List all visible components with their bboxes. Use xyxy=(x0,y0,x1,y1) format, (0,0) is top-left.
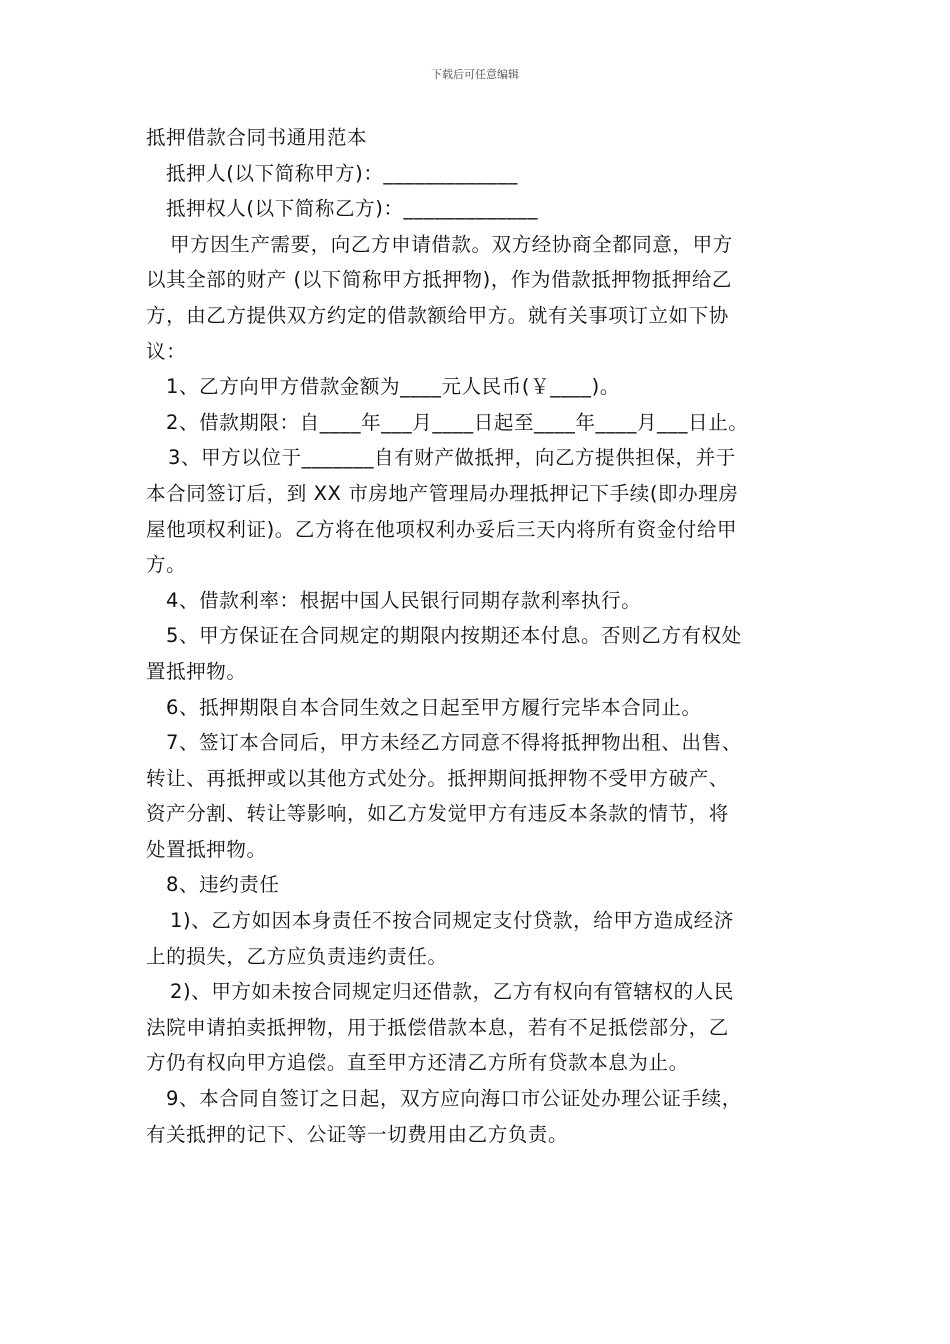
text-line: 5、甲方保证在合同规定的期限内按期还本付息。否则乙方有权处 xyxy=(166,624,742,648)
text-line: 置抵押物。 xyxy=(146,659,247,683)
text-line: 1、乙方向甲方借款金额为____元人民币(￥____)。 xyxy=(166,375,620,399)
text-line: 屋他项权利证)。乙方将在他项权利办妥后三天内将所有资金付给甲 xyxy=(146,517,738,541)
text-line: 本合同签订后，到 XX 市房地产管理局办理抵押记下手续(即办理房 xyxy=(146,481,739,505)
text-line: 抵押人(以下简称甲方)：_____________ xyxy=(166,161,518,185)
text-line: 议： xyxy=(146,339,187,363)
text-line: 4、借款利率：根据中国人民银行同期存款利率执行。 xyxy=(166,588,642,612)
text-line: 有关抵押的记下、公证等一切费用由乙方负责。 xyxy=(146,1122,569,1146)
text-line: 7、签订本合同后，甲方未经乙方同意不得将抵押物出租、出售、 xyxy=(166,731,742,755)
contract-body xyxy=(146,120,810,1152)
text-line: 方。 xyxy=(146,553,187,577)
text-line: 上的损失，乙方应负责违约责任。 xyxy=(146,944,448,968)
text-line: 处置抵押物。 xyxy=(146,837,267,861)
text-line: 8、违约责任 xyxy=(166,873,280,897)
text-line: 方仍有权向甲方追偿。直至甲方还清乙方所有贷款本息为止。 xyxy=(146,1051,689,1075)
text-line: 方，由乙方提供双方约定的借款额给甲方。就有关事项订立如下协 xyxy=(146,303,729,327)
text-line: 1)、乙方如因本身责任不按合同规定支付贷款，给甲方造成经济 xyxy=(170,909,734,933)
text-line: 3、甲方以位于_______自有财产做抵押，向乙方提供担保，并于 xyxy=(168,446,736,470)
text-line: 甲方因生产需要，向乙方申请借款。双方经协商全都同意，甲方 xyxy=(170,232,733,256)
document-title: 抵押借款合同书通用范本 xyxy=(146,126,368,149)
page-header-note: 下载后可任意编辑 xyxy=(431,68,519,81)
text-line: 资产分割、转让等影响，如乙方发觉甲方有违反本条款的情节，将 xyxy=(146,802,729,826)
text-line: 6、抵押期限自本合同生效之日起至甲方履行完毕本合同止。 xyxy=(166,695,702,719)
text-line: 以其全部的财产 (以下简称甲方抵押物)，作为借款抵押物抵押给乙 xyxy=(146,268,733,292)
text-line: 转让、再抵押或以其他方式处分。抵押期间抵押物不受甲方破产、 xyxy=(146,766,729,790)
text-line: 2、借款期限：自____年___月____日起至____年____月___日止。 xyxy=(166,410,749,434)
text-line: 2)、甲方如未按合同规定归还借款，乙方有权向有管辖权的人民 xyxy=(170,980,734,1004)
text-line: 法院申请拍卖抵押物，用于抵偿借款本息，若有不足抵偿部分，乙 xyxy=(146,1015,729,1039)
text-line: 抵押权人(以下简称乙方)：_____________ xyxy=(166,197,539,221)
text-line: 9、本合同自签订之日起，双方应向海口市公证处办理公证手续， xyxy=(166,1087,742,1111)
